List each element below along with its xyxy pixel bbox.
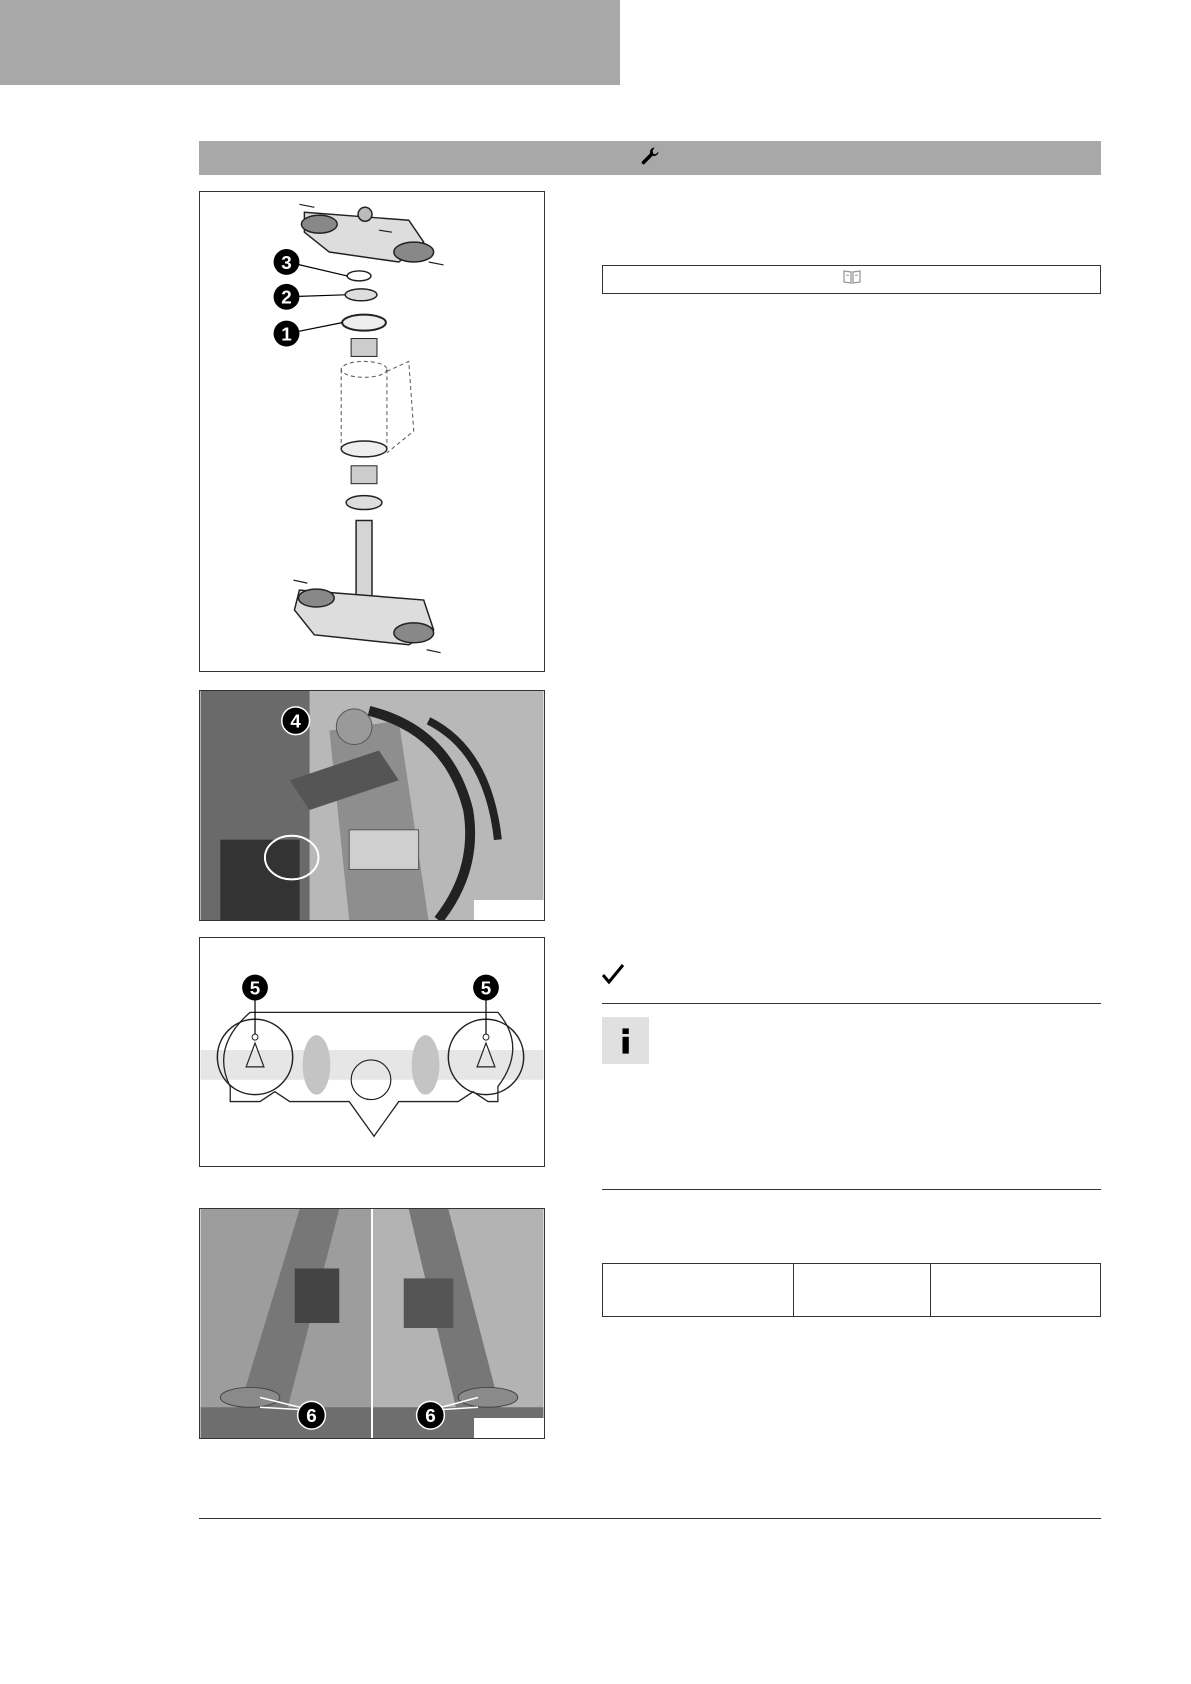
svg-text:5: 5 — [480, 977, 492, 999]
steering-head-photo — [199, 690, 545, 921]
divider-top — [602, 1003, 1101, 1004]
seal-ring — [342, 315, 386, 331]
callout-5-right — [473, 975, 499, 1001]
washer — [345, 289, 377, 301]
svg-text:4: 4 — [290, 710, 301, 732]
footer-rule — [199, 1518, 1101, 1519]
svg-text:2: 2 — [281, 287, 292, 309]
frame-head-outline — [341, 361, 414, 452]
callout-3 — [274, 249, 300, 275]
table-row — [603, 1264, 1101, 1317]
info-icon — [602, 1017, 649, 1064]
callout-5-left — [242, 975, 268, 1001]
svg-text:6: 6 — [425, 1405, 436, 1427]
svg-text:5: 5 — [249, 977, 261, 999]
callout-4 — [282, 707, 310, 735]
upper-bearing — [351, 339, 377, 357]
upper-triple-clamp — [301, 207, 433, 262]
table-cell — [603, 1264, 794, 1317]
section-title-bar — [199, 141, 1101, 175]
book-icon — [842, 269, 862, 290]
lower-bearing — [351, 466, 377, 484]
divider-bottom — [602, 1189, 1101, 1190]
callout-6-right — [417, 1401, 445, 1429]
wrench-icon — [640, 146, 660, 171]
o-ring — [347, 271, 371, 281]
spec-table — [602, 1263, 1101, 1317]
callout-1 — [274, 321, 300, 347]
svg-text:3: 3 — [281, 252, 292, 274]
svg-text:6: 6 — [306, 1405, 317, 1427]
svg-text:1: 1 — [281, 324, 292, 346]
photo-id-tag — [474, 1418, 544, 1438]
photo-id-tag — [474, 900, 544, 920]
triple-clamp-top-diagram — [199, 937, 545, 1167]
table-cell — [794, 1264, 931, 1317]
fork-legs-photo — [199, 1208, 545, 1439]
callout-2 — [274, 284, 300, 310]
reference-box — [602, 265, 1101, 294]
table-cell — [931, 1264, 1101, 1317]
steering-head-exploded-diagram — [199, 191, 545, 672]
checkmark-icon — [600, 962, 626, 986]
lower-triple-clamp — [294, 589, 433, 645]
callout-6-left — [298, 1401, 326, 1429]
header-band — [0, 0, 620, 85]
